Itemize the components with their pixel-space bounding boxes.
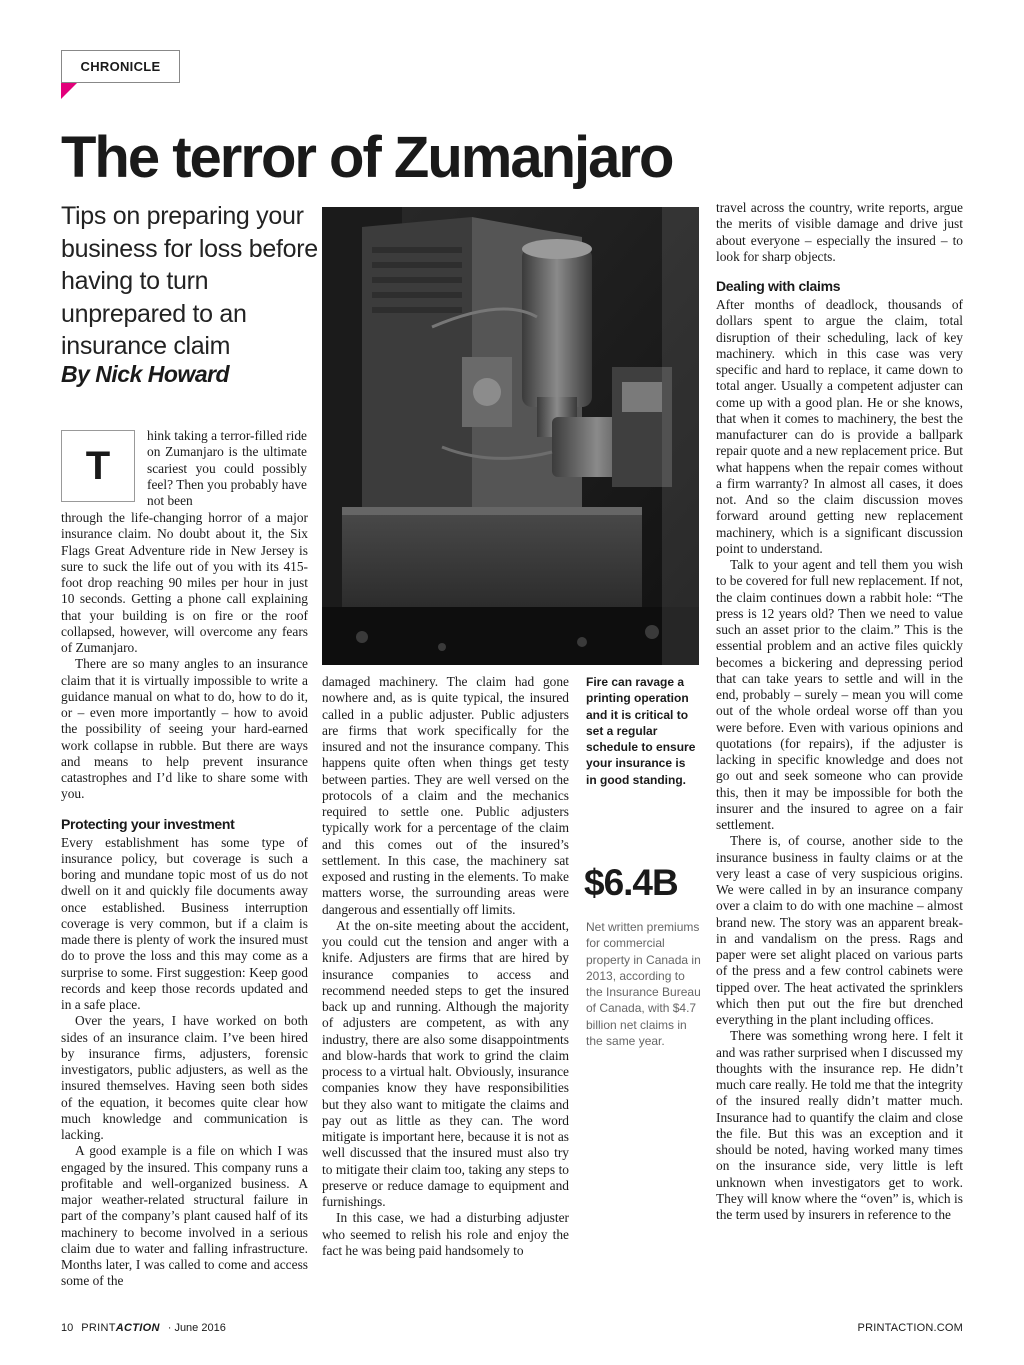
deck-subtitle: Tips on preparing your business for loss before having to turn unprepared to an insurance claim: [61, 202, 318, 360]
intro-lines: [147, 428, 307, 509]
article-column-2: [322, 674, 569, 1259]
paragraph: There is, of course, another side to the insurance business in faulty claims or at the very least a case of very suspicious origins. We were called in by an insurance company over a claim to do with one machine – almost brand new. The story was an apparent break-in and vandalism on the press. Rags and paper were set alight placed on various parts of the press and a few control cabinets were tipped over. The heat activated the sprinklers which then put out the fire but drenched everything in the plant including offices.: [716, 833, 963, 1027]
subheading-protecting-investment: Protecting your investment: [61, 815, 235, 832]
byline: By Nick Howard: [61, 361, 230, 387]
paragraph: A good example is a file on which I was engaged by the insured. This company runs a profitable and well-organized business. A major weather-related structural failure in part of the company’s plant caused half of its machinery to become involved in a serious claim due to water and falling infrastructure. Months later, I was called to come and access some of the: [61, 1143, 308, 1289]
paragraph: Talk to your agent and tell them you wish to be covered for full new replacement. If not, the claim continues down a rabbit hole: “The press is 12 years old? Then we need to value such an asset prior to the claim.” This is the essential problem and an active files quickly becomes a bickering and depressing period that can take years to settle and will in the end, probably – surely – mean you will come out of the whole ordeal worse off than you were before. Even with various opinions and quotations (for repairs), if the adjuster is lacking in specific knowledge and does not go out and seek someone who can provide this, then it may be impossible for both the insurer and the insured to agree on a fair settlement.: [716, 557, 963, 832]
paragraph: Every establishment has some type of insurance policy, but coverage is such a boring and mundane topic most of us do not dwell on it and quickly file documents away once established. Business interruption coverage is very common, but if a claim is made there is plenty of work the insured must do to prove the loss and this may come as a surprise to some. First suggestion: Keep good records and keep those records updated and in a safe place.: [61, 834, 308, 1012]
section-tag: CHRONICLE: [61, 50, 180, 83]
paragraph: At the on-site meeting about the accident, you could cut the tension and anger with a knife. Adjusters are firms that are hired by insurance companies to access and recommend needed steps to get the insured back up and running. Although the majority of adjusters are competent, as with any industry, there are also some disappointments and blow-hards that work to grind the claim process to a virtual halt. Obviously, insurance companies know they have responsibilities but they also want to mitigate the claims and pay out as little as they can. The word mitigate is important here, because it is not as well discussed that the insured must also try to mitigate their claim too, taking any steps to preserve or reduce damage to equipment and furnishings.: [322, 917, 569, 1209]
paragraph: travel across the country, write reports, argue the merits of visible damage and drive just about everyone – especially the insured – to look for sharp objects.: [716, 200, 963, 264]
stat-caption: Net written premiums for commercial property in Canada in 2013, according to the Insurance Bureau of Canada, with $4.7 billion net claims in the same year.: [586, 920, 701, 1049]
brand-suffix: ACTION: [115, 1322, 160, 1334]
machinery-photo: [322, 207, 699, 665]
paragraph: There are so many angles to an insurance claim that it is virtually impossible to write a guidance manual on what to do, how to do it, or – even more importantly – how to avoid the possibility of seeing your hard-earned work collapse in rubble. But there are ways and means to help prevent insurance catastrophes and I’d like to share some with you.: [61, 656, 308, 802]
paragraph: There was something wrong here. I felt it and was rather surprised when I discussed my thoughts with the insurance rep. He didn’t much care really. He told me that the integrity of the insured really didn’t matter much. Insurance had to quantify the claim and close the file. But this was an exception and it should be noted, having worked many times on the insurance side, very little is left unknown when investigators get to work. They will know where the “oven” is, which is the term used by insurers in reference to the: [716, 1028, 963, 1222]
footer-website: PRINTACTION.COM: [857, 1322, 963, 1334]
footer-left: [61, 1322, 226, 1334]
headline: The terror of Zumanjaro: [61, 125, 673, 190]
stat-figure: $6.4B: [584, 862, 678, 903]
page-number: 10: [61, 1322, 74, 1334]
issue-date: · June 2016: [167, 1322, 226, 1334]
paragraph: damaged machinery. The claim had gone nowhere and, as is quite typical, the insured called in a public adjuster. Public adjusters are firms that work specifically for the insured and not the insurance company. This happens quite often when things get testy between parties. They are well versed on the protocols of a claim and the mechanics required to settle one. Public adjusters typically work for a percentage of the claim and this comes out of the insured’s settlement. In this case, the machinery sat exposed and rusting in the elements. To make matters worse, the surrounding areas were dangerous and essentially off limits.: [322, 674, 569, 917]
paragraph: In this case, we had a disturbing adjuster who seemed to relish his role and enjoy the fact he was being paid handsomely to: [322, 1210, 569, 1258]
subheading-dealing-with-claims: Dealing with claims: [716, 278, 841, 294]
brand-prefix: PRINT: [81, 1322, 116, 1334]
paragraph: through the life-changing horror of a major insurance claim. No doubt about it, the Six Flags Great Adventure ride in New Jersey is sure to suck the life out of you with its 415-foot drop reaching 90 miles per hour in just 10 seconds. Getting a phone call explaining that your building is on fire or the roof collapsed, however, will overcome any fears of Zumanjaro.: [61, 510, 308, 655]
paragraph: After months of deadlock, thousands of dollars spent to argue the claim, total disruption of their scheduling, lack of key machinery. which in this case was very specific and hard to replace, it came down to total anger. Usually a competent adjuster can come up with a good plan. He or she knows, that when it comes to machinery, the best the manufacturer can do is provide a ballpark repair quote and a new replacement price. But what happens when the repair comes without a firm warranty? In almost all cases, it does not. And so the claim discussion moves forward around getting new replacement machinery, which is a significant discussion point to understand.: [716, 297, 963, 556]
intro-text: hink taking a terror-filled ride on Zumanjaro is the ultimate scariest you could possibly feel? Then you probably have not been: [147, 428, 307, 508]
paragraph: Over the years, I have worked on both sides of an insurance claim. I’ve been hired by insurance firms, adjusters, forensic investigators, public adjusters, as well as the insured themselves. Having seen both sides of the equation, it becomes quite clear how much knowledge and communication is lacking.: [61, 1013, 308, 1142]
pull-quote: Fire can ravage a printing operation and it is critical to set a regular schedule to ensure your insurance is in good standing.: [586, 675, 696, 787]
magazine-brand: [81, 1322, 159, 1334]
drop-cap: T: [61, 430, 135, 502]
article-column-1: [61, 510, 308, 1290]
section-tag-corner-accent: [61, 83, 77, 99]
article-column-3: [716, 200, 963, 1223]
